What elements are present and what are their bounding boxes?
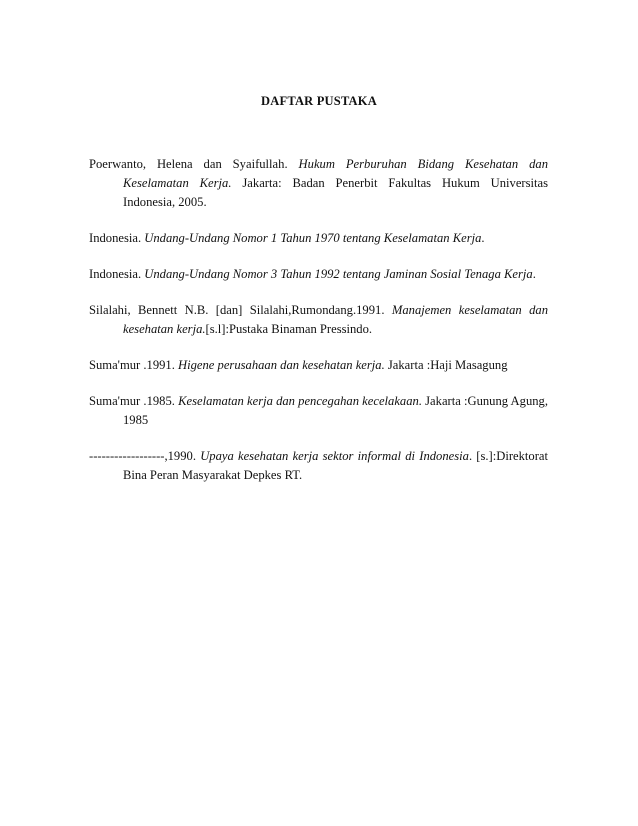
reference-publication: . [s.]:Direktorat Bina Peran Masyarakat Depkes RT. — [123, 449, 548, 482]
reference-author: Suma'mur .1991. — [89, 358, 175, 372]
reference-entry — [89, 265, 548, 284]
reference-author: Indonesia. — [89, 231, 142, 245]
reference-list — [89, 155, 548, 502]
reference-publication: . — [532, 267, 536, 281]
reference-entry — [89, 447, 548, 485]
reference-publication: Jakarta :Gunung Agung, 1985 — [123, 394, 548, 427]
reference-publication: [s.l]:Pustaka Binaman Pressindo. — [205, 322, 373, 336]
reference-entry — [89, 392, 548, 430]
page-title: DAFTAR PUSTAKA — [261, 94, 377, 108]
reference-title: Higene perusahaan dan kesehatan kerja. — [178, 358, 385, 372]
reference-author: Silalahi, Bennett N.B. [dan] Silalahi,Rumondang.1991. — [89, 303, 385, 317]
reference-publication: Jakarta :Haji Masagung — [387, 358, 508, 372]
reference-entry — [89, 301, 548, 339]
reference-title: Undang-Undang Nomor 1 Tahun 1970 tentang Keselamatan Kerja — [144, 231, 482, 245]
reference-title: Keselamatan kerja dan pencegahan kecelakaan. — [178, 394, 422, 408]
reference-author: Suma'mur .1985. — [89, 394, 175, 408]
reference-title: Undang-Undang Nomor 3 Tahun 1992 tentang Jaminan Sosial Tenaga Kerja — [144, 267, 533, 281]
reference-entry — [89, 155, 548, 212]
reference-title: Manajemen keselamatan dan kesehatan kerja. — [123, 303, 548, 336]
reference-publication: . — [481, 231, 485, 245]
reference-title: Upaya kesehatan kerja sektor informal di Indonesia — [200, 449, 469, 463]
reference-title: Hukum Perburuhan Bidang Kesehatan dan Keselamatan Kerja. — [123, 157, 548, 190]
reference-entry — [89, 229, 548, 248]
reference-author: Indonesia. — [89, 267, 142, 281]
reference-entry — [89, 356, 548, 375]
reference-author: Poerwanto, Helena dan Syaifullah. — [89, 157, 288, 171]
reference-author: ------------------,1990. — [89, 449, 196, 463]
reference-publication: Jakarta: Badan Penerbit Fakultas Hukum Universitas Indonesia, 2005. — [123, 176, 548, 209]
